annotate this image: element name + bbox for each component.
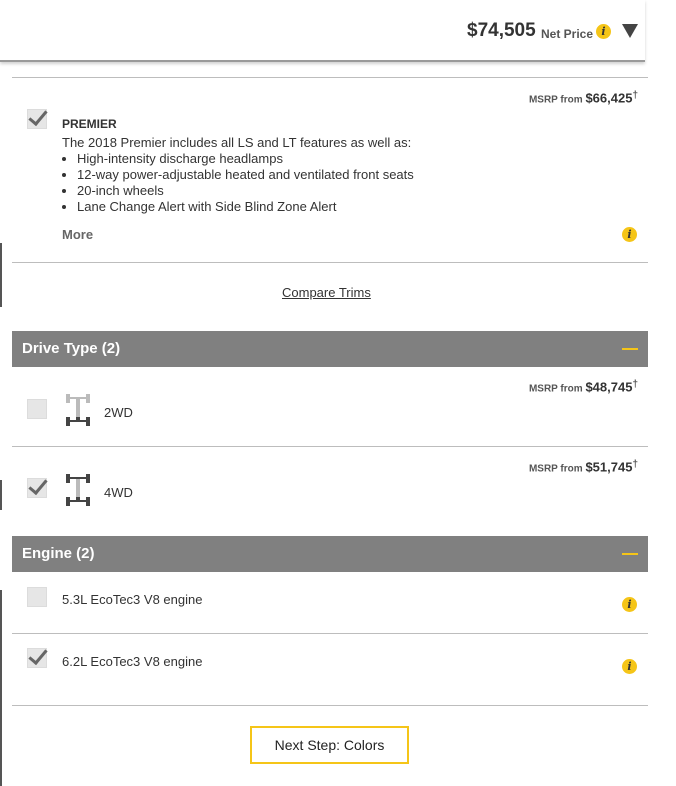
section-title: Drive Type (2) xyxy=(22,340,121,357)
caret-down-icon[interactable] xyxy=(622,24,638,38)
drive-type-section-header[interactable] xyxy=(12,331,648,367)
info-icon[interactable]: i xyxy=(622,597,637,612)
msrp-price: MSRP from $66,425† xyxy=(528,90,638,106)
next-step-button[interactable]: Next Step: Colors xyxy=(250,726,409,764)
engine-section-header[interactable] xyxy=(12,536,648,572)
info-icon[interactable]: i xyxy=(596,24,611,39)
info-icon[interactable]: i xyxy=(622,227,637,242)
divider xyxy=(12,705,648,706)
minus-icon[interactable] xyxy=(622,553,638,555)
axle-4wd-icon xyxy=(64,473,92,509)
axle-2wd-icon xyxy=(64,393,92,429)
divider xyxy=(12,633,648,634)
checkmark-icon xyxy=(28,106,47,126)
net-price-value: $74,505 xyxy=(467,20,536,41)
drive-option-label: 4WD xyxy=(104,485,133,500)
divider xyxy=(12,77,648,78)
drive-2wd-checkbox[interactable] xyxy=(27,399,47,419)
compare-trims-link[interactable]: Compare Trims xyxy=(282,285,371,300)
list-item: • High-intensity discharge headlamps xyxy=(77,151,414,167)
checkmark-icon xyxy=(28,475,47,495)
engine-5-3-checkbox[interactable] xyxy=(27,587,47,607)
list-item: • Lane Change Alert with Side Blind Zone Alert xyxy=(77,199,414,215)
section-title: Engine (2) xyxy=(22,545,95,562)
minus-icon[interactable] xyxy=(622,348,638,350)
msrp-price: MSRP from $48,745† xyxy=(528,379,638,395)
drive-option-label: 2WD xyxy=(104,405,133,420)
divider xyxy=(12,446,648,447)
left-edge-strip xyxy=(0,243,2,307)
list-item: • 20-inch wheels xyxy=(77,183,414,199)
left-edge-strip xyxy=(0,590,2,786)
trim-checkbox[interactable] xyxy=(27,109,47,129)
engine-option-label: 6.2L EcoTec3 V8 engine xyxy=(62,654,203,669)
list-item: • 12-way power-adjustable heated and ventilated front seats xyxy=(77,167,414,183)
info-icon[interactable]: i xyxy=(622,659,637,674)
divider xyxy=(12,262,648,263)
checkmark-icon xyxy=(28,645,47,665)
drive-4wd-checkbox[interactable] xyxy=(27,478,47,498)
net-price-label: Net Price xyxy=(541,27,594,41)
price-header xyxy=(0,0,645,62)
trim-name: PREMIER xyxy=(62,117,117,131)
trim-description: The 2018 Premier includes all LS and LT features as well as: xyxy=(62,135,412,150)
left-edge-strip xyxy=(0,480,2,510)
msrp-price: MSRP from $51,745† xyxy=(528,459,638,475)
more-link[interactable]: More xyxy=(62,227,94,242)
engine-option-label: 5.3L EcoTec3 V8 engine xyxy=(62,592,203,607)
trim-feature-list xyxy=(62,151,414,215)
engine-6-2-checkbox[interactable] xyxy=(27,648,47,668)
